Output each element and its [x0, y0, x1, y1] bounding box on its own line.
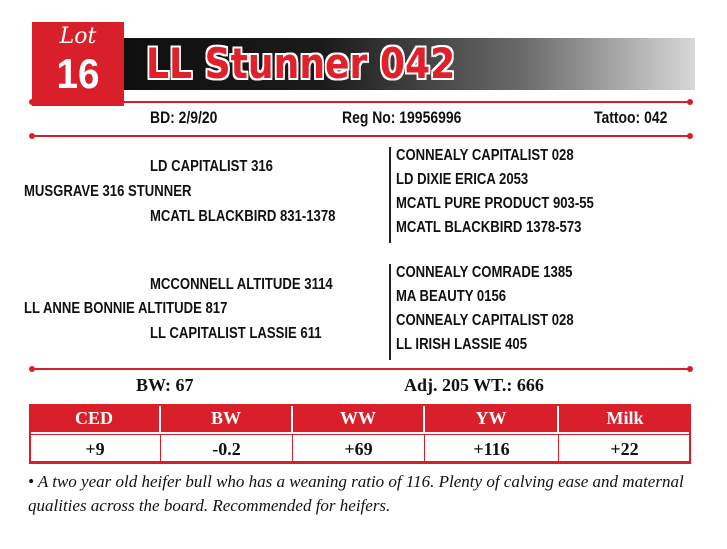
grandparent: LL IRISH LASSIE 405 — [396, 336, 527, 353]
epd-header-ww: WW — [293, 404, 423, 432]
grandparent: CONNEALY CAPITALIST 028 — [396, 147, 574, 164]
epd-table-border — [29, 404, 691, 464]
divider-rule — [32, 135, 690, 137]
dam-sire: MCCONNELL ALTITUDE 3114 — [150, 276, 333, 293]
pedigree-bracket — [389, 264, 391, 360]
epd-header-ced: CED — [29, 404, 159, 432]
rule-dot — [687, 366, 693, 372]
animal-name-title: LL Stunner 042 — [146, 39, 456, 88]
epd-header-yw: YW — [425, 404, 557, 432]
grandparent: MCATL BLACKBIRD 1378-573 — [396, 219, 582, 236]
sire-dam: MCATL BLACKBIRD 831-1378 — [150, 208, 336, 225]
lot-number: 16 — [56, 50, 100, 97]
epd-header-milk: Milk — [559, 404, 691, 432]
epd-value-yw: +116 — [424, 434, 559, 462]
dam-name: LL ANNE BONNIE ALTITUDE 817 — [24, 300, 228, 317]
epd-value-ced: +9 — [29, 434, 161, 462]
epd-header-bw: BW — [161, 404, 291, 432]
dam-dam: LL CAPITALIST LASSIE 611 — [150, 325, 322, 342]
birth-date: BD: 2/9/20 — [150, 108, 218, 127]
epd-value-bw: -0.2 — [160, 434, 293, 462]
adjusted-205-weight: Adj. 205 WT.: 666 — [404, 375, 544, 395]
rule-dot — [29, 133, 35, 139]
rule-dot — [687, 133, 693, 139]
divider-rule — [32, 368, 690, 370]
pedigree-bracket — [389, 147, 391, 243]
epd-value-milk: +22 — [558, 434, 691, 462]
grandparent: CONNEALY CAPITALIST 028 — [396, 312, 574, 329]
registration-number: Reg No: 19956996 — [342, 108, 462, 127]
birth-weight: BW: 67 — [136, 375, 194, 395]
rule-dot — [29, 366, 35, 372]
grandparent: LD DIXIE ERICA 2053 — [396, 171, 529, 188]
rule-dot — [687, 99, 693, 105]
grandparent: CONNEALY COMRADE 1385 — [396, 264, 573, 281]
rule-dot — [29, 99, 35, 105]
lot-word: Lot — [59, 24, 97, 49]
grandparent: MA BEAUTY 0156 — [396, 288, 507, 305]
tattoo: Tattoo: 042 — [594, 108, 668, 127]
sire-sire: LD CAPITALIST 316 — [150, 158, 273, 175]
grandparent: MCATL PURE PRODUCT 903-55 — [396, 195, 594, 212]
lot-badge — [32, 22, 124, 106]
epd-value-ww: +69 — [292, 434, 425, 462]
lot-comment: • A two year old heifer bull who has a weaning ratio of 116. Plenty of calving ease and maternal qualities across the board. Recommended for heifers. — [28, 472, 684, 515]
sire-name: MUSGRAVE 316 STUNNER — [24, 183, 192, 200]
divider-rule — [32, 101, 690, 103]
